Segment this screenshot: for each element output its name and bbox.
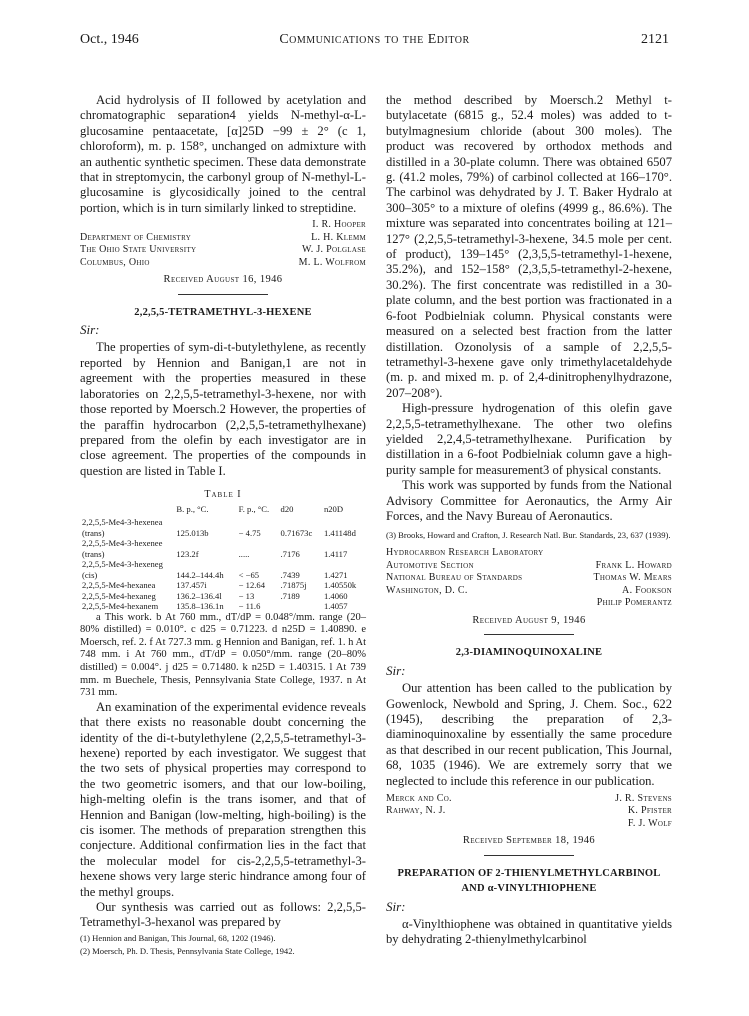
freezing-point: − 13: [238, 590, 255, 601]
author-name: W. J. Polglase: [301, 244, 366, 256]
body-paragraph-3: Our synthesis was carried out as follows: 2,2,5,5-Tetramethyl-3-hexanol was prepared by: [80, 899, 366, 930]
authors-1: [299, 219, 366, 269]
signature-row: [386, 585, 672, 598]
signature-row: [386, 597, 672, 610]
running-title: Communications to the Editor: [279, 32, 470, 47]
table-header: F. p., °C.: [238, 503, 270, 514]
salutation: Sir:: [80, 322, 100, 338]
body-paragraph-2: An examination of the experimental evidence reveals that there exists no reasonable doubt concerning the identity of the di-t-butylethylene (2,2,5,5-tetramethyl-3-hexene) reported by each investigator. We suggest that the two sets of physical properties may correspond to the two geometric isomers, and that our low-boiling, high-melting olefin is the trans isomer, and that of Hennion and Banigan (low-melting, high-boiling) is the cis isomer. The methods of preparation strengthen this conjecture. Additional confirmation lies in the fact that the molecular model for cis-2,2,5,5-tetramethyl-3-hexene shows very large steric hindrance among four of the methyl groups.: [80, 699, 366, 899]
boiling-point: 136.2–136.4l: [176, 590, 222, 601]
signature-block-3: [386, 793, 672, 831]
body-paragraph-4: the method described by Moersch.2 Methyl t-butylacetate (6815 g., 52.4 moles) was added to t-butylmagnesium chloride (about 300 moles). The product was recovered by orthodox methods and distilled in a 30-plate column. There was obtained 6507 g. (41.2 moles, 79%) of carbinol collected at 166–170°. The carbinol was dehydrated by J. T. Baker Hydralo at 300–305° to a mixture of olefins (4999 g., 86.6%). The mixture was separated into concentrates boiling at 121–127° (2,2,5,5-tetramethyl-3-hexene, 34.5 mole per cent. of product), 139–145° (2,3,5,5-tetramethyl-1-hexene, 35.2%), and 152–158° (2,3,5,5-tetramethyl-2-hexene, 30.2%). The first concentrate was redistilled in a 30-plate column, and the best portion was fractionated in a 6-foot Podbielniak column. Physical constants were measured on a selected best fraction from the latter distillation. Ozonolysis of a sample of 2,2,5,5-tetramethyl-3-hexene gave only trimethylacetaldehyde (m. p. and mixed m. p. of 2,4-dinitrophenylhydrazone, 207–208°).: [386, 93, 672, 400]
affiliation-line: National Bureau of Standards: [386, 572, 523, 584]
affiliation-line: Washington, D. C.: [386, 584, 468, 596]
salutation: Sir:: [386, 662, 406, 678]
boiling-point: 123.2f: [176, 548, 199, 559]
properties-table: [80, 504, 366, 612]
refractive-index: 1.41148d: [323, 527, 356, 538]
density: .71875j: [280, 580, 307, 591]
table-caption: Table I: [204, 489, 242, 501]
compound-name: 2,2,5,5-Me4-3-hexeneg (cis): [82, 559, 163, 580]
body-paragraph-7: Our attention has been called to the publication by Gowenlock, Newbold and Spring, J. Chem. Soc., 622 (1945), describing the preparation of 2,3-diaminoquinoxaline by essentially the same procedure as that described in our recent publication, This Journal, 68, 1035 (1946). We are extremely sorry that we neglected to include this reference in our publication.: [386, 681, 672, 788]
refractive-index: 1.4057: [323, 601, 348, 612]
refractive-index: 1.4271: [323, 569, 348, 580]
body-paragraph-5: High-pressure hydrogenation of this olefin gave 2,2,5,5-tetramethylhexane. The other two olefins yielded 2,2,4,5-tetramethylhexane. Purification by distillation in a 6-foot Podbielniak column gave a high-purity sample for measurement3 of physical constants.: [386, 401, 672, 477]
section-divider: [484, 855, 574, 856]
density: .7439: [280, 569, 300, 580]
boiling-point: 125.013b: [176, 527, 209, 538]
author-name: L. H. Klemm: [311, 231, 366, 243]
footnote-ref-2: (2) Moersch, Ph. D. Thesis, Pennsylvania State College, 1942.: [80, 945, 295, 956]
article-title: 2,2,5,5-TETRAMETHYL-3-HEXENE: [134, 306, 312, 318]
density: [279, 601, 322, 612]
affiliation-line: Columbus, Ohio: [80, 256, 150, 268]
footnote-ref-1: (1) Hennion and Banigan, This Journal, 68, 1202 (1946).: [80, 932, 276, 943]
table-header: [80, 504, 174, 518]
authors-3: [615, 793, 672, 831]
table-footnotes: a This work. b At 760 mm., dT/dP = 0.048°/mm. range (20–80% distilled) = 0.010°. c d25 = 0.71223. d n25D = 1.40890. e Moersch, ref. 2. f At 727.3 mm. g Hennion and Banigan, ref. 1. h At 748 mm. i At 760 mm., dT/dP = 0.050°/mm. range (20–80% distilled) = 0.004°. j d25 = 0.71480. k n25D = 1.40315. l At 739 mm. m Buechele, Thesis, Pennsylvania State College, 1937. n At 731 mm.: [80, 611, 366, 699]
refractive-index: 1.40550k: [323, 580, 357, 591]
boiling-point: 135.8–136.1n: [176, 601, 224, 612]
table-header: n20D: [323, 503, 344, 514]
received-date-1: Received August 16, 1946: [163, 274, 283, 286]
affiliation-line: Hydrocarbon Research Laboratory: [386, 547, 544, 559]
freezing-point: .....: [238, 548, 250, 559]
page-number: 2121: [641, 32, 669, 47]
refractive-index: 1.4060: [323, 590, 348, 601]
left-column: [80, 93, 366, 959]
table-row: [80, 538, 366, 559]
received-date-2: Received August 9, 1946: [472, 614, 586, 626]
author-name: A. Fookson: [622, 584, 672, 596]
boiling-point: 144.2–144.4h: [176, 569, 224, 580]
table-row: [80, 580, 366, 591]
author-name: Philip Pomerantz: [596, 597, 672, 609]
section-divider: [178, 294, 268, 295]
article-title-3a: PREPARATION OF 2-THIENYLMETHYLCARBINOL: [397, 867, 661, 879]
table-row: [80, 591, 366, 602]
article-title-3b: AND α-VINYLTHIOPHENE: [461, 883, 597, 895]
signature-block-2: [386, 547, 672, 610]
section-divider: [484, 634, 574, 635]
affiliation-line: Merck and Co.: [386, 792, 452, 804]
freezing-point: < −65: [238, 569, 260, 580]
compound-name: 2,2,5,5-Me4-3-hexenee (trans): [82, 538, 163, 559]
affiliation-1: [80, 219, 196, 269]
signature-block-1: [80, 219, 366, 269]
salutation: Sir:: [386, 898, 406, 914]
author-name: I. R. Hooper: [312, 219, 366, 231]
compound-name: 2,2,5,5-Me4-hexanea: [82, 580, 156, 591]
table-header: B. p., °C.: [176, 503, 209, 514]
body-paragraph-6: This work was supported by funds from the National Advisory Committee for Aeronautics, the Army Air Forces, and the Navy Bureau of Aeronautics.: [386, 478, 672, 523]
freezing-point: − 11.6: [238, 601, 261, 612]
right-column: [386, 93, 672, 948]
body-paragraph-8: α-Vinylthiophene was obtained in quantitative yields by dehydrating 2-thienylmethylcarbinol: [386, 917, 672, 947]
table-header-row: [80, 504, 366, 518]
signature-row: [386, 547, 672, 560]
body-paragraph-1: The properties of sym-di-t-butylethylene, as recently reported by Hennion and Banigan,1 are not in agreement with the properties measured in these laboratories on 2,2,5,5-tetramethyl-3-hexene, nor with those reported by Moersch.2 However, the properties of the paraffin hydrocarbon (2,2,5,5-tetramethylhexane) prepared from the olefin by each investigator are in close agreement. The properties of the compounds in question are listed in Table I.: [80, 340, 366, 478]
table-row: [80, 559, 366, 580]
article-title-2: 2,3-DIAMINOQUINOXALINE: [455, 647, 603, 659]
author-name: J. R. Stevens: [615, 792, 672, 804]
density: .7176: [280, 548, 300, 559]
affiliation-line: Rahway, N. J.: [386, 805, 446, 817]
issue-date: Oct., 1946: [80, 32, 139, 47]
affiliation-line: Automotive Section: [386, 559, 474, 571]
compound-name: 2,2,5,5-Me4-hexaneg: [82, 590, 156, 601]
density: .7189: [280, 590, 300, 601]
author-name: M. L. Wolfrom: [298, 256, 366, 268]
refractive-index: 1.4117: [323, 548, 348, 559]
author-name: Frank L. Howard: [595, 559, 672, 571]
author-name: K. Pfister: [627, 805, 672, 817]
table-header: d20: [280, 503, 294, 514]
table-row: [80, 517, 366, 538]
affiliation-line: The Ohio State University: [80, 244, 197, 256]
compound-name: 2,2,5,5-Me4-hexanem: [82, 601, 159, 612]
footnote-ref-3: (3) Brooks, Howard and Crafton, J. Research Natl. Bur. Standards, 23, 637 (1939).: [386, 530, 671, 541]
affiliation-line: Department of Chemistry: [80, 231, 192, 243]
freezing-point: − 12.64: [238, 580, 265, 591]
boiling-point: 137.457i: [176, 580, 207, 591]
affiliation-3: [386, 793, 452, 831]
author-name: F. J. Wolf: [627, 817, 672, 829]
signature-row: [386, 572, 672, 585]
table-row: [80, 601, 366, 612]
signature-row: [386, 560, 672, 573]
compound-name: 2,2,5,5-Me4-3-hexenea (trans): [82, 517, 163, 538]
density: 0.71673c: [280, 527, 313, 538]
author-name: Thomas W. Mears: [593, 572, 672, 584]
freezing-point: − 4.75: [238, 527, 261, 538]
intro-paragraph: Acid hydrolysis of II followed by acetylation and chromatographic separation4 yields N-methyl-α-L-glucosamine pentaacetate, [α]25D −99 ± 2° (c 1, chloroform), m. p. 158°, unchanged on admixture with an authentic synthetic specimen. These data demonstrate that in streptomycin, the carbonyl group of N-methyl-L-glucosamine is glycosidically joined to the central portion, which is in turn similarly linked to streptidine.: [80, 93, 366, 215]
received-date-3: Received September 18, 1946: [462, 835, 596, 847]
